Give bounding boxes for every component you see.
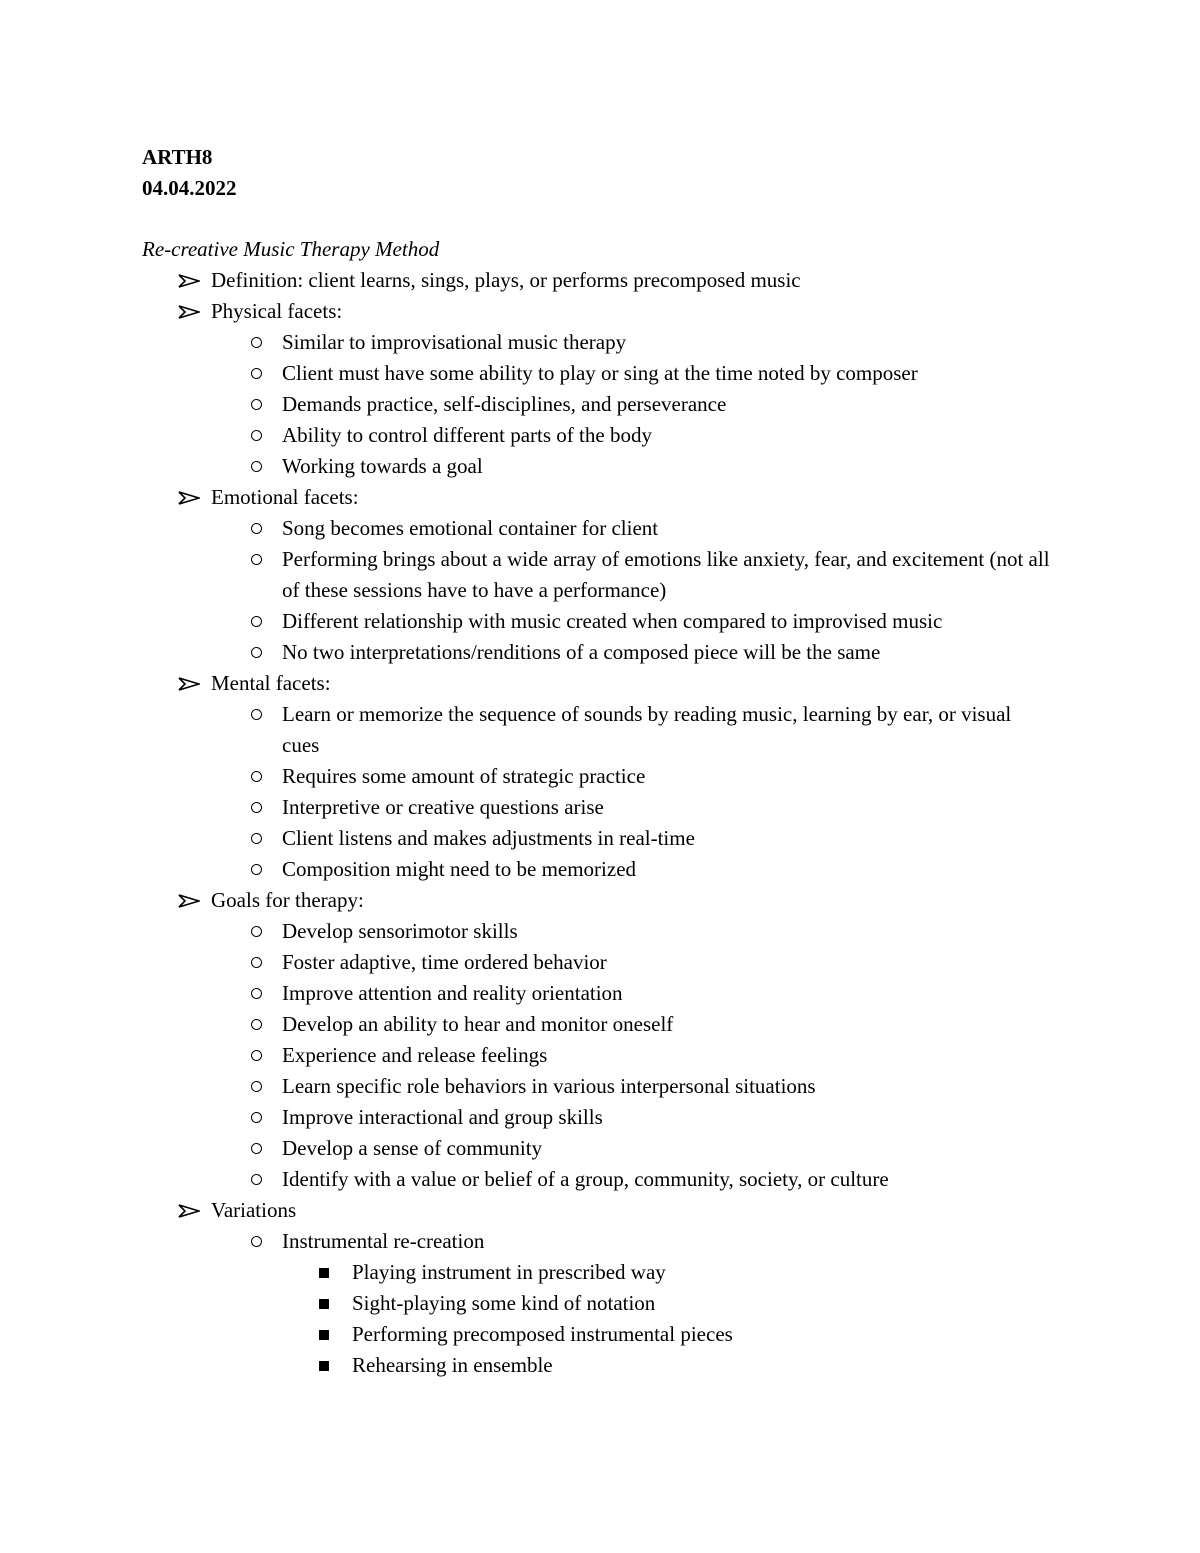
outline-item-level-2: [0, 978, 1200, 1009]
outline-item-level-2: [0, 1071, 1200, 1102]
hollow-circle-bullet-icon: [250, 389, 270, 420]
outline-item-text: Emotional facets:: [211, 485, 359, 509]
outline-item-text: Playing instrument in prescribed way: [352, 1260, 666, 1284]
outline-item-level-1: [0, 1195, 1200, 1226]
outline-item-text: Working towards a goal: [282, 454, 483, 478]
outline-item-level-3: [0, 1288, 1200, 1319]
hollow-circle-bullet-icon: [250, 513, 270, 544]
outline-item-level-1: [0, 668, 1200, 699]
arrowhead-bullet-icon: [178, 482, 206, 513]
outline-item-level-2: [0, 513, 1200, 544]
outline-item-level-2: [0, 761, 1200, 792]
hollow-circle-bullet-icon: [250, 1102, 270, 1133]
filled-square-bullet-icon: [318, 1319, 338, 1350]
outline-item-level-2: [0, 823, 1200, 854]
outline-item-level-2: [0, 637, 1200, 668]
outline-item-level-3: [0, 1257, 1200, 1288]
hollow-circle-bullet-icon: [250, 792, 270, 823]
document-date: 04.04.2022: [142, 176, 237, 200]
hollow-circle-bullet-icon: [250, 327, 270, 358]
outline-item-level-1: [0, 265, 1200, 296]
outline-item-text: Identify with a value or belief of a group, community, society, or culture: [282, 1167, 889, 1191]
outline-item-level-1: [0, 296, 1200, 327]
hollow-circle-bullet-icon: [250, 823, 270, 854]
outline-item-text: Improve attention and reality orientation: [282, 981, 623, 1005]
outline-item-level-2: [0, 1009, 1200, 1040]
outline-item-text: Experience and release feelings: [282, 1043, 548, 1067]
outline-item-text: Rehearsing in ensemble: [352, 1353, 553, 1377]
outline-item-level-1: [0, 482, 1200, 513]
hollow-circle-bullet-icon: [250, 699, 270, 730]
outline-item-text: Improve interactional and group skills: [282, 1105, 603, 1129]
outline-item-text: Definition: client learns, sings, plays, or performs precomposed music: [211, 268, 801, 292]
outline-item-text: Variations: [211, 1198, 297, 1222]
hollow-circle-bullet-icon: [250, 854, 270, 885]
hollow-circle-bullet-icon: [250, 358, 270, 389]
outline-item-text: Develop sensorimotor skills: [282, 919, 518, 943]
hollow-circle-bullet-icon: [250, 420, 270, 451]
hollow-circle-bullet-icon: [250, 1226, 270, 1257]
outline-item-text: Sight-playing some kind of notation: [352, 1291, 656, 1315]
outline-item-text: Develop an ability to hear and monitor oneself: [282, 1012, 674, 1036]
outline-item-level-2: [0, 451, 1200, 482]
outline-item-text: Foster adaptive, time ordered behavior: [282, 950, 607, 974]
hollow-circle-bullet-icon: [250, 947, 270, 978]
filled-square-bullet-icon: [318, 1257, 338, 1288]
section-title: Re-creative Music Therapy Method: [142, 237, 440, 261]
hollow-circle-bullet-icon: [250, 761, 270, 792]
outline-item-level-2: [0, 544, 1200, 606]
outline-item-level-2: [0, 420, 1200, 451]
outline-item-level-2: [0, 606, 1200, 637]
hollow-circle-bullet-icon: [250, 606, 270, 637]
hollow-circle-bullet-icon: [250, 978, 270, 1009]
hollow-circle-bullet-icon: [250, 1009, 270, 1040]
arrowhead-bullet-icon: [178, 668, 206, 699]
arrowhead-bullet-icon: [178, 1195, 206, 1226]
hollow-circle-bullet-icon: [250, 916, 270, 947]
filled-square-bullet-icon: [318, 1350, 338, 1381]
outline-item-text: Goals for therapy:: [211, 888, 364, 912]
outline-item-text: No two interpretations/renditions of a composed piece will be the same: [282, 640, 881, 664]
hollow-circle-bullet-icon: [250, 1164, 270, 1195]
outline-item-level-2: [0, 947, 1200, 978]
outline-item-level-1: [0, 885, 1200, 916]
arrowhead-bullet-icon: [178, 885, 206, 916]
hollow-circle-bullet-icon: [250, 637, 270, 668]
outline-item-text: Learn specific role behaviors in various interpersonal situations: [282, 1074, 816, 1098]
outline-item-level-2: [0, 358, 1200, 389]
outline-item-text: Similar to improvisational music therapy: [282, 330, 627, 354]
outline-item-level-3: [0, 1350, 1200, 1381]
outline-item-level-2: [0, 1040, 1200, 1071]
outline-item-text: Composition might need to be memorized: [282, 857, 637, 881]
course-code: ARTH8: [142, 145, 213, 169]
arrowhead-bullet-icon: [178, 296, 206, 327]
outline-item-level-3: [0, 1319, 1200, 1350]
outline-item-level-2: [0, 389, 1200, 420]
outline-item-text: Learn or memorize the sequence of sounds by reading music, learning by ear, or visual cues: [282, 702, 1012, 757]
outline-list: [0, 265, 1200, 1381]
outline-item-level-2: [0, 792, 1200, 823]
outline-item-level-2: [0, 699, 1200, 761]
outline-item-text: Ability to control different parts of the body: [282, 423, 652, 447]
hollow-circle-bullet-icon: [250, 1133, 270, 1164]
outline-item-level-2: [0, 854, 1200, 885]
outline-item-text: Requires some amount of strategic practice: [282, 764, 646, 788]
outline-item-text: Performing brings about a wide array of emotions like anxiety, fear, and excitement (not all of these sessions have to have a performance): [282, 547, 1050, 602]
hollow-circle-bullet-icon: [250, 1040, 270, 1071]
outline-item-level-2: [0, 1226, 1200, 1257]
outline-item-text: Mental facets:: [211, 671, 331, 695]
outline-item-level-2: [0, 916, 1200, 947]
outline-item-text: Interpretive or creative questions arise: [282, 795, 604, 819]
filled-square-bullet-icon: [318, 1288, 338, 1319]
hollow-circle-bullet-icon: [250, 451, 270, 482]
hollow-circle-bullet-icon: [250, 544, 270, 575]
outline-item-text: Song becomes emotional container for client: [282, 516, 659, 540]
outline-item-level-2: [0, 1133, 1200, 1164]
outline-item-text: Performing precomposed instrumental pieces: [352, 1322, 733, 1346]
outline-item-text: Demands practice, self-disciplines, and perseverance: [282, 392, 727, 416]
outline-item-text: Different relationship with music created when compared to improvised music: [282, 609, 943, 633]
outline-item-level-2: [0, 1102, 1200, 1133]
outline-item-text: Develop a sense of community: [282, 1136, 543, 1160]
outline-item-text: Physical facets:: [211, 299, 343, 323]
arrowhead-bullet-icon: [178, 265, 206, 296]
outline-item-text: Client must have some ability to play or sing at the time noted by composer: [282, 361, 918, 385]
outline-item-text: Instrumental re-creation: [282, 1229, 485, 1253]
outline-item-level-2: [0, 1164, 1200, 1195]
outline-item-level-2: [0, 327, 1200, 358]
hollow-circle-bullet-icon: [250, 1071, 270, 1102]
document-header: [142, 142, 237, 204]
outline-item-text: Client listens and makes adjustments in real-time: [282, 826, 695, 850]
